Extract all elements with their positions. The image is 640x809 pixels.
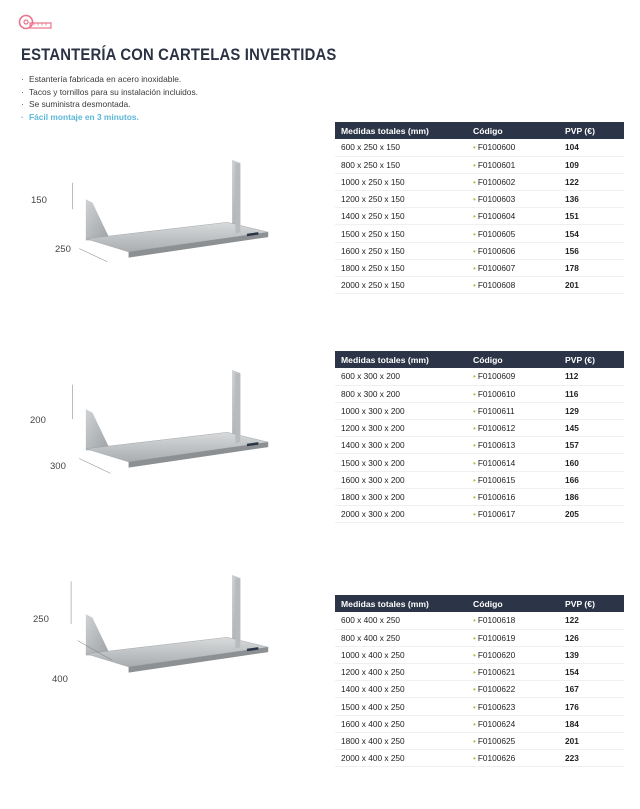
spec-table [335, 351, 624, 523]
spec-table [335, 122, 624, 294]
table-header-row [335, 122, 624, 139]
depth-label: 400 [52, 674, 68, 685]
feature-list [21, 73, 198, 123]
table-row: 1500 x 250 x 150 • F0100605 154 [335, 225, 624, 242]
height-label: 250 [33, 614, 49, 625]
table-row: 1400 x 250 x 150 • F0100604 151 [335, 208, 624, 225]
table-row: 1400 x 400 x 250 • F0100622 167 [335, 681, 624, 698]
height-label: 200 [30, 415, 46, 426]
page-title: ESTANTERÍA CON CARTELAS INVERTIDAS [21, 46, 337, 64]
header-price: PVP (€) [559, 595, 624, 612]
header-code: Código [467, 595, 559, 612]
header-code: Código [467, 351, 559, 368]
feature-item: · Estantería fabricada en acero inoxidable. [21, 74, 182, 84]
table-row: 1600 x 400 x 250 • F0100624 184 [335, 715, 624, 732]
table-row: 800 x 250 x 150 • F0100601 109 [335, 156, 624, 173]
table-row: 1500 x 400 x 250 • F0100623 176 [335, 698, 624, 715]
table-row: 1000 x 250 x 150 • F0100602 122 [335, 173, 624, 190]
table-row: 1400 x 300 x 200 • F0100613 157 [335, 437, 624, 454]
table-row: 800 x 300 x 200 • F0100610 116 [335, 385, 624, 402]
table-row: 1600 x 250 x 150 • F0100606 156 [335, 242, 624, 259]
table-header-row [335, 595, 624, 612]
table-row: 2000 x 400 x 250 • F0100626 223 [335, 750, 624, 767]
table-row: 2000 x 300 x 200 • F0100617 205 [335, 506, 624, 523]
table-row: 1800 x 250 x 150 • F0100607 178 [335, 259, 624, 276]
table-row: 600 x 250 x 150 • F0100600 104 [335, 139, 624, 156]
table-row: 600 x 400 x 250 • F0100618 122 [335, 612, 624, 629]
table-row: 2000 x 250 x 150 • F0100608 201 [335, 277, 624, 294]
header-price: PVP (€) [559, 122, 624, 139]
depth-label: 300 [50, 461, 66, 472]
spec-table [335, 595, 624, 767]
feature-item-highlight: · Fácil montaje en 3 minutos. [21, 111, 139, 122]
table-row: 1800 x 300 x 200 • F0100616 186 [335, 488, 624, 505]
table-row: 1200 x 400 x 250 • F0100621 154 [335, 664, 624, 681]
header-code: Código [467, 122, 559, 139]
measuring-tape-icon [18, 14, 52, 30]
table-header-row [335, 351, 624, 368]
header-size: Medidas totales (mm) [335, 595, 467, 612]
header-price: PVP (€) [559, 351, 624, 368]
table-row: 1200 x 300 x 200 • F0100612 145 [335, 420, 624, 437]
feature-item: · Tacos y tornillos para su instalación incluidos. [21, 86, 198, 97]
shelf-image [28, 360, 308, 475]
height-label: 150 [31, 195, 47, 206]
header-size: Medidas totales (mm) [335, 351, 467, 368]
shelf-image [28, 565, 308, 680]
table-row: 800 x 400 x 250 • F0100619 126 [335, 629, 624, 646]
depth-label: 250 [55, 244, 71, 255]
header-size: Medidas totales (mm) [335, 122, 467, 139]
table-row: 1200 x 250 x 150 • F0100603 136 [335, 191, 624, 208]
table-row: 1600 x 300 x 200 • F0100615 166 [335, 471, 624, 488]
feature-item: · Se suministra desmontada. [21, 99, 131, 110]
table-row: 600 x 300 x 200 • F0100609 112 [335, 368, 624, 385]
table-row: 1000 x 400 x 250 • F0100620 139 [335, 646, 624, 663]
table-row: 1800 x 400 x 250 • F0100625 201 [335, 732, 624, 749]
table-row: 1000 x 300 x 200 • F0100611 129 [335, 402, 624, 419]
table-row: 1500 x 300 x 200 • F0100614 160 [335, 454, 624, 471]
